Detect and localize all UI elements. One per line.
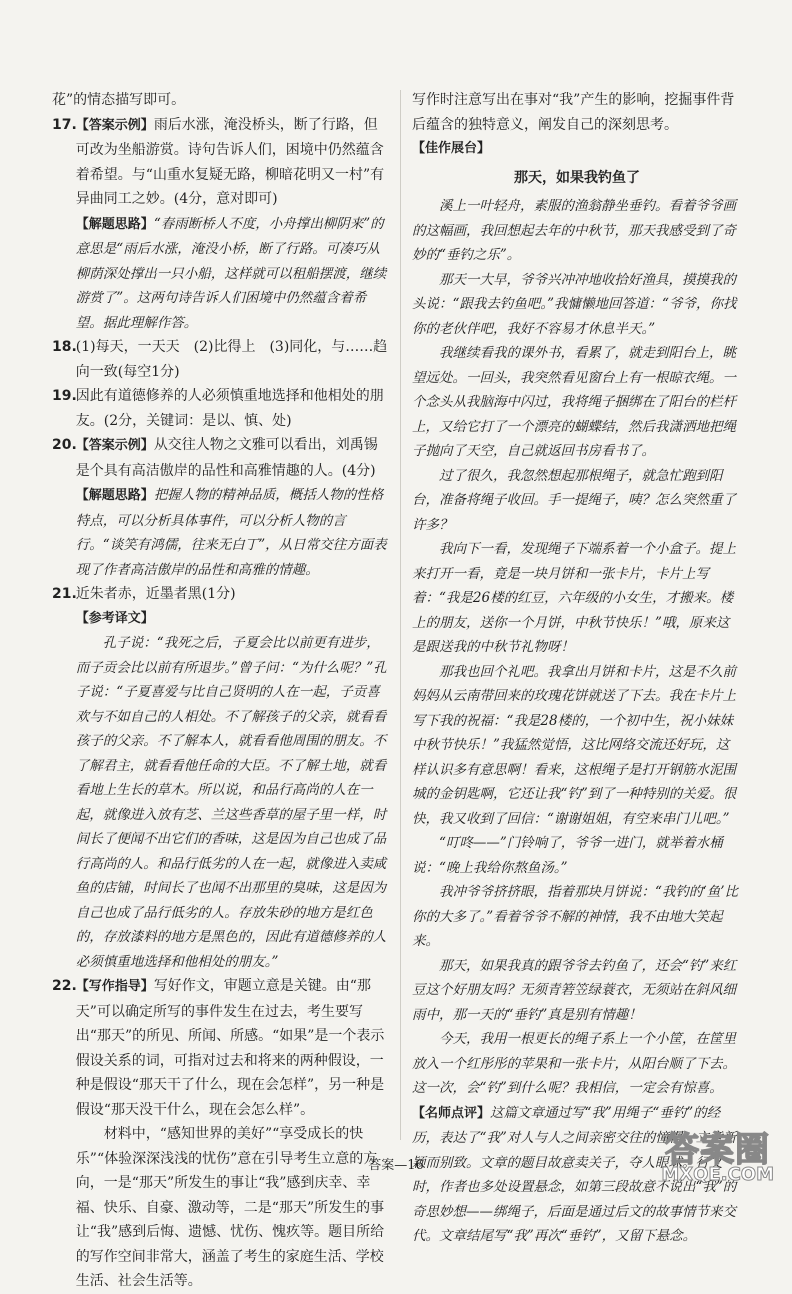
showcase-tag: 【佳作展台】	[412, 141, 491, 156]
question-number: 19.	[52, 388, 77, 404]
writing-guide-text-2: 材料中，“感知世界的美好”“享受成长的快乐”“体验深深浅浅的忧伤”意在引导考生立意的方向，一是“那天”所发生的事让“我”感到庆幸、幸福、快乐、自豪、激动等，二是“那天”所发生的事让“我”感到后悔、遗憾、忧伤、愧疚等。题目所给的写作空间非常大，涵盖了考生的家庭生活、学校生活、社会生活等。	[75, 1126, 385, 1289]
right-column	[412, 88, 742, 1249]
question-number: 22.	[52, 978, 77, 994]
intro-line: 花”的情态描写即可。	[52, 92, 186, 108]
question-21	[52, 582, 388, 974]
essay-paragraph: 我向下一看，发现绳子下端系着一个小盒子。提上来打开一看，竟是一块月饼和一张卡片，卡片上写着：“我是26楼的红豆，六年级的小女生，才搬来。楼上的朋友，送你一个月饼，中秋节快乐！”哦，原来这是跟送我的中秋节礼物呀！	[412, 541, 736, 655]
question-number: 21.	[52, 586, 77, 602]
analysis-tag: 【解题思路】	[75, 216, 154, 232]
question-17	[52, 113, 388, 336]
translation-handwritten: 孔子说：“我死之后，子夏会比以前更有进步，而子贡会比以前有所退步。”曾子问：“为什么呢？”孔子说：“子夏喜爱与比自己贤明的人在一起，子贡喜欢与不如自己的人相处。不了解孩子的父亲，就看看孩子的父亲。不了解本人，就看看他周围的朋友。不了解君主，就看看他任命的大臣。不了解土地，就看看地上生长的草木。所以说，和品行高尚的人在一起，就像进入放有芝、兰这些香草的屋子里一样，时间长了便闻不出它们的香味，这是因为自己也成了品行高尚的人。和品行低劣的人在一起，就像进入卖咸鱼的店铺，时间长了也闻不出那里的臭味，这是因为自己也成了品行低劣的人。存放朱砂的地方是红色的，存放漆料的地方是黑色的，因此有道德修养的人必须慎重地选择和他相处的朋友。”	[75, 635, 387, 970]
question-number: 17.	[52, 116, 77, 133]
answer-text: (1)每天，一天天 (2)比得上 (3)同化，与……趋向一致(每空1分)	[75, 339, 388, 380]
answer-text: 雨后水涨，淹没桥头，断了行路，但可改为坐船游赏。诗句告诉人们，困境中仍然蕴含着希望。与“山重水复疑无路，柳暗花明又一村”有异曲同工之妙。(4分，意对即可)	[75, 116, 385, 207]
question-19	[52, 384, 388, 433]
answer-text: 近朱者赤，近墨者黑(1分)	[75, 586, 236, 602]
answer-tag: 【答案示例】	[75, 438, 154, 453]
watermark-main: 答案圈	[665, 1130, 770, 1170]
watermark-url: MXQE.COM	[661, 1164, 774, 1185]
analysis-handwritten: “春雨断桥人不度，小舟撑出柳阴来”的意思是“雨后水涨，淹没小桥，断了行路。可凑巧从柳荫深处撑出一只小船，这样就可以租船摆渡，继续游赏了”。这两句诗告诉人们困境中仍然蕴含着希望。据此理解作答。	[75, 215, 387, 331]
column-divider	[400, 90, 401, 1140]
left-column	[52, 88, 388, 1294]
essay-paragraph: 过了很久，我忽然想起那根绳子，就急忙跑到阳台，准备将绳子收回。手一提绳子，咦？怎么突然重了许多？	[412, 467, 736, 533]
translation-tag: 【参考译文】	[75, 610, 154, 626]
answer-text: 从交往人物之文雅可以看出，刘禹锡是个具有高洁傲岸的品性和高雅情趣的人。(4分)	[75, 437, 378, 479]
continued-text: 写作时注意写出在事对“我”产生的影响，挖掘事件背后蕴含的独特意义，阐发自己的深刻思考。	[412, 92, 735, 133]
watermark-logo	[658, 1122, 778, 1192]
answer-tag: 【答案示例】	[75, 117, 154, 133]
question-number: 20.	[52, 437, 77, 453]
essay-paragraph: 今天，我用一根更长的绳子系上一个小筐，在筐里放入一个红彤彤的苹果和一张卡片，从阳台顺了下去。这一次，会“钓”到什么呢？我相信，一定会有惊喜。	[412, 1031, 736, 1096]
question-22	[52, 974, 388, 1294]
analysis-handwritten: 把握人物的精神品质，概括人物的性格特点，可以分析具体事件，可以分析人物的言行。“谈笑有鸿儒，往来无白丁”，从日常交往方面表现了作者高洁傲岸的品性和高雅的情趣。	[75, 487, 387, 578]
essay-paragraph: 我冲爷爷挤挤眼，指着那块月饼说：“我钓的‘鱼’比你的大多了。”看着爷爷不解的神情，我不由地大笑起来。	[412, 884, 738, 949]
writing-guide-text: 写好作文，审题立意是关键。由“那天”可以确定所写的事件发生在过去，考生要写出“那天”的所见、所闻、所感。“如果”是一个表示假设关系的词，可指对过去和将来的两种假设，一种是假设“那天干了什么，现在会怎样”，另一种是假设“那天没干什么，现在会怎么样”。	[75, 978, 385, 1118]
answer-text: 因此有道德修养的人必须慎重地选择和他相处的朋友。(2分，关键词：是以、慎、处)	[75, 388, 384, 429]
essay-title: 那天，如果我钓鱼了	[514, 169, 640, 186]
writing-guide-tag: 【写作指导】	[75, 979, 154, 994]
analysis-tag: 【解题思路】	[75, 488, 154, 503]
essay-paragraph: 我继续看我的课外书，看累了，就走到阳台上，眺望远处。一回头，我突然看见窗台上有一根晾衣绳。一个念头从我脑海中闪过，我将绳子捆绑在了阳台的栏杆上，又给它打了一个漂亮的蝴蝶结，然后我潇洒地把绳子抛向了天空，自己就返回书房看书了。	[412, 345, 736, 459]
teacher-review-text: 这篇文章通过写“我”用绳子“垂钓”的经历，表达了“我”对人与人之间亲密交往的憧憬，立意新颖而别致。文章的题目故意卖关子，夺人眼球。行文时，作者也多处设置悬念，如第三段故意不说出“我”的奇思妙想——绑绳子，后面是通过后文的故事情节来交代。文章结尾写“我”再次“垂钓”，又留下悬念。	[412, 1104, 737, 1244]
essay-paragraph: 溪上一叶轻舟，素服的渔翁静坐垂钓。看着爷爷画的这幅画，我回想起去年的中秋节，那天我感受到了奇妙的“垂钓之乐”。	[412, 198, 736, 263]
question-18	[52, 335, 388, 384]
essay-paragraph: “叮咚——”门铃响了，爷爷一进门，就举着水桶说：“晚上我给你熬鱼汤。”	[412, 835, 723, 876]
question-number: 18.	[52, 339, 77, 355]
teacher-review-tag: 【名师点评】	[412, 1105, 491, 1121]
question-20	[52, 433, 388, 582]
essay-paragraph: 那天，如果我真的跟爷爷去钓鱼了，还会“钓”来红豆这个好朋友吗？无须青箬笠绿蓑衣，无须站在斜风细雨中，那一天的“垂钓”真是别有情趣！	[412, 957, 737, 1023]
essay-paragraph: 那我也回个礼吧。我拿出月饼和卡片，这是不久前妈妈从云南带回来的玫瑰花饼就送了下去。我在卡片上写下我的祝福：“我是28楼的，一个初中生，祝小妹妹中秋节快乐！”我猛然觉悟，这比网络交流还好玩，这样认识多有意思啊！看来，这根绳子是打开钢筋水泥围城的金钥匙啊，它还让我“钓”到了一种特别的关爱。很快，我又收到了回信：“谢谢姐姐，有空来串门儿吧。”	[412, 663, 737, 827]
page-number: 答案—16	[368, 1158, 424, 1173]
essay-paragraph: 那天一大早，爷爷兴冲冲地收拾好渔具，摸摸我的头说：“跟我去钓鱼吧。”我慵懒地回答道：“爷爷，你找你的老伙伴吧，我好不容易才休息半天。”	[412, 271, 737, 337]
